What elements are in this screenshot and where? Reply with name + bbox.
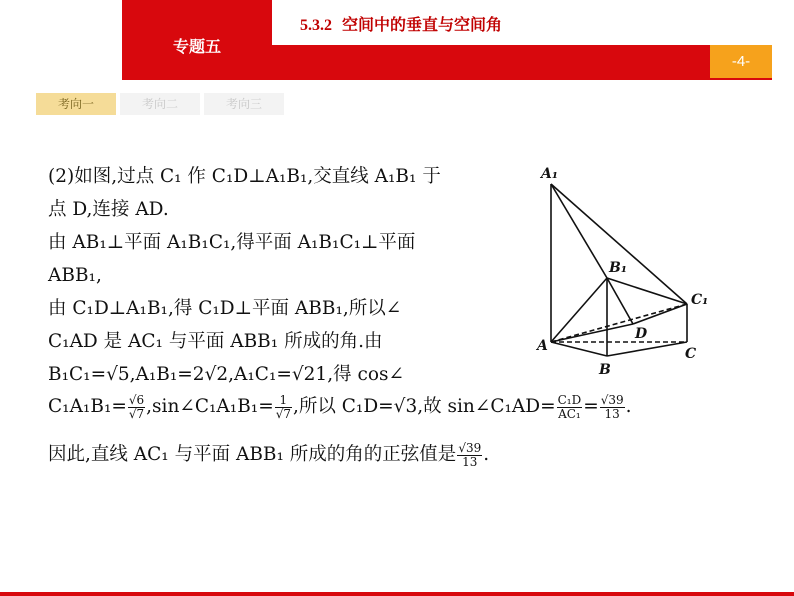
text-line-3: 由 AB₁⊥平面 A₁B₁C₁,得平面 A₁B₁C₁⊥平面: [48, 232, 416, 253]
header-divider: [122, 78, 772, 80]
page-number: -4-: [710, 45, 772, 78]
label-C1: C₁: [691, 292, 709, 308]
label-A1: A₁: [541, 166, 558, 182]
fraction: [557, 394, 583, 421]
geometry-figure: [535, 160, 725, 385]
label-A: A: [537, 338, 548, 354]
denominator: √7: [128, 406, 145, 421]
numerator: C₁D: [557, 392, 582, 407]
tab-direction-2[interactable]: 考向二: [120, 93, 200, 115]
label-C: C: [685, 346, 697, 362]
text-line-4: ABB₁,: [48, 265, 102, 286]
numerator: √6: [128, 392, 145, 407]
text-line-6: C₁AD 是 AC₁ 与平面 ABB₁ 所成的角.由: [48, 331, 383, 352]
denominator: 13: [462, 454, 478, 469]
text-segment: =: [583, 396, 599, 417]
text-line-1: (2)如图,过点 C₁ 作 C₁D⊥A₁B₁,交直线 A₁B₁ 于: [48, 166, 441, 187]
label-D: D: [635, 326, 648, 342]
denominator: 13: [604, 406, 620, 421]
numerator: √39: [458, 440, 482, 455]
page-title: [300, 12, 502, 35]
edge-AB: [551, 342, 607, 356]
label-B: B: [599, 362, 611, 378]
section-label: 专题五: [172, 37, 221, 56]
text-segment: 因此,直线 AC₁ 与平面 ABB₁ 所成的角的正弦值是: [48, 444, 457, 465]
tab-direction-1[interactable]: 考向一: [36, 93, 116, 115]
tab-bar: [36, 93, 284, 115]
denominator: √7: [275, 406, 292, 421]
fraction: [128, 394, 145, 421]
edge-B1A: [551, 278, 607, 342]
footer-bar: [0, 592, 794, 596]
solution-text: [48, 160, 548, 391]
label-B1: B₁: [609, 260, 627, 276]
title-text: 空间中的垂直与空间角: [342, 15, 503, 34]
edge-BC: [607, 342, 687, 356]
tab-direction-3[interactable]: 考向三: [204, 93, 284, 115]
fraction: [457, 442, 482, 469]
text-line-8: [48, 392, 632, 421]
text-line-5: 由 C₁D⊥A₁B₁,得 C₁D⊥平面 ABB₁,所以∠: [48, 298, 402, 319]
text-segment: ,sin∠C₁A₁B₁=: [146, 396, 274, 417]
fraction: [600, 394, 625, 421]
numerator: √39: [600, 392, 624, 407]
text-line-7: B₁C₁=√5,A₁B₁=2√2,A₁C₁=√21,得 cos∠: [48, 364, 404, 385]
header-bar: [272, 45, 710, 78]
fraction: [275, 394, 292, 421]
text-segment: C₁A₁B₁=: [48, 396, 127, 417]
text-segment: .: [625, 396, 632, 417]
title-number: 5.3.2: [300, 17, 332, 34]
text-line-9: [48, 440, 489, 469]
section-banner: [122, 0, 272, 78]
text-line-2: 点 D,连接 AD.: [48, 199, 169, 220]
numerator: 1: [275, 394, 292, 408]
edge-A1C1: [551, 184, 687, 304]
edge-AC1-hidden: [551, 304, 687, 342]
text-segment: .: [483, 444, 490, 465]
text-segment: ,所以 C₁D=√3,故 sin∠C₁AD=: [293, 396, 556, 417]
edge-A1B1: [551, 184, 607, 278]
denominator: AC₁: [558, 406, 581, 421]
